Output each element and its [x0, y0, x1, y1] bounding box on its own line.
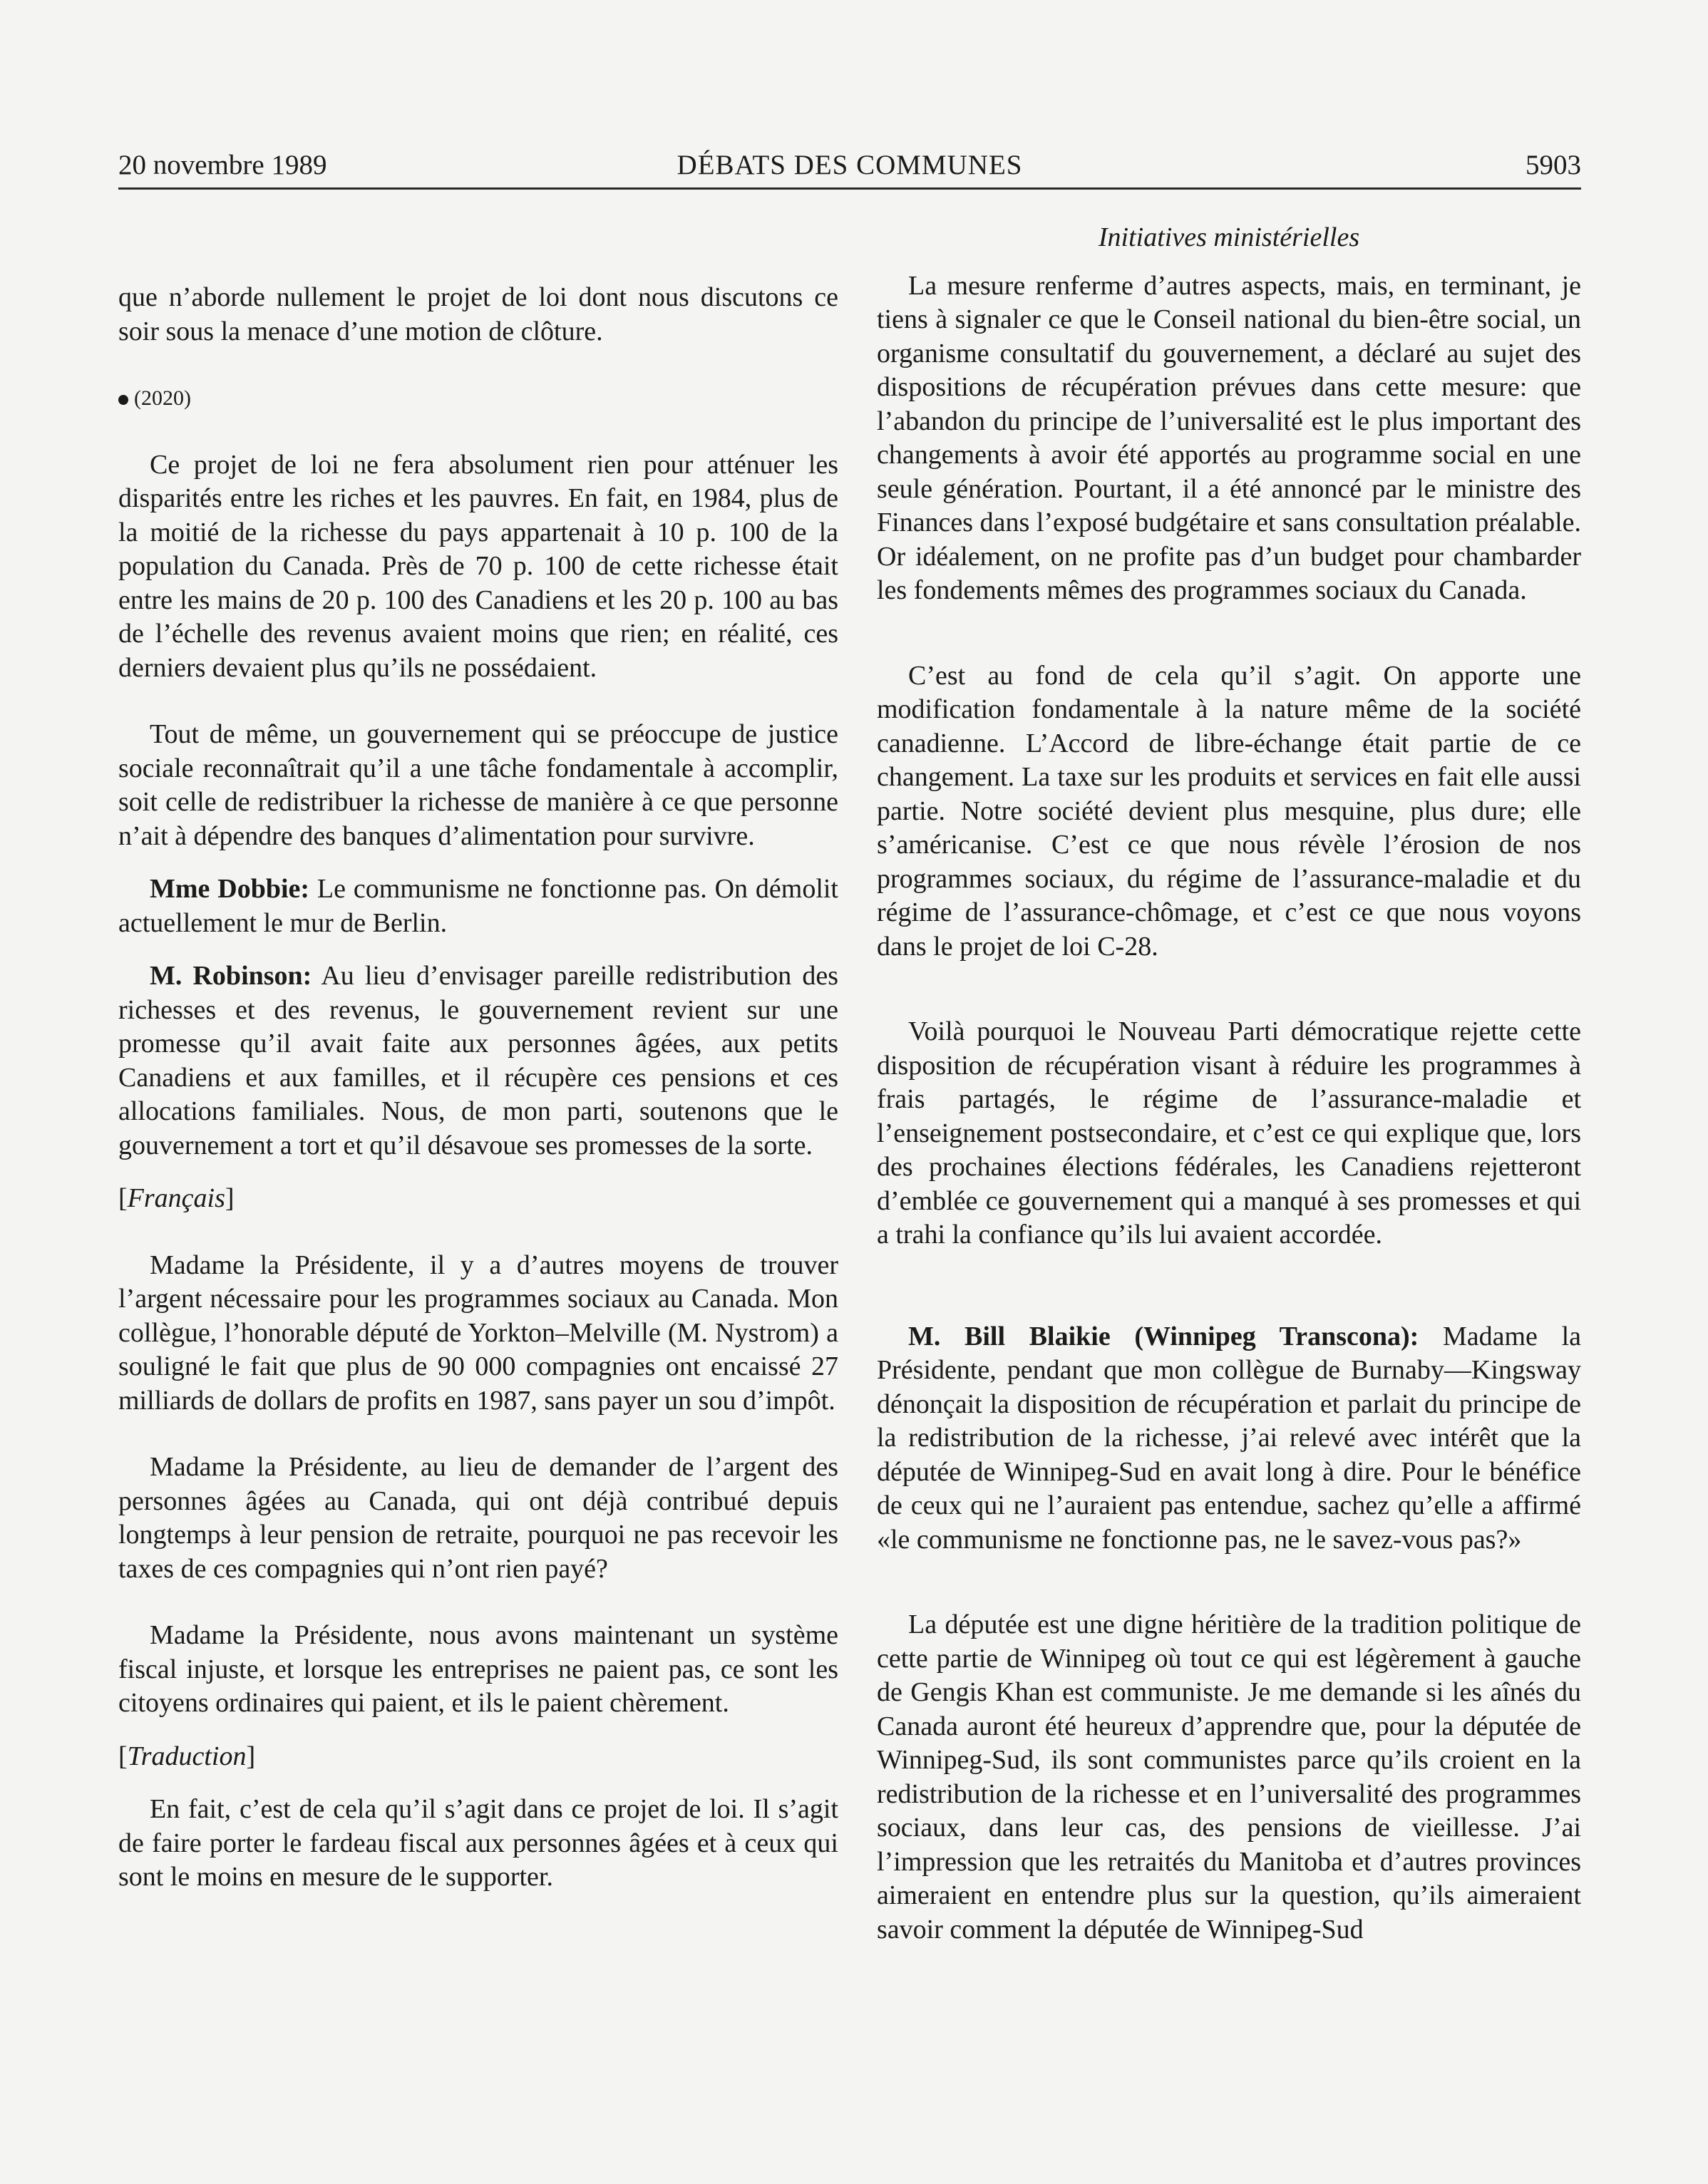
right-column	[877, 214, 1581, 1947]
header-date: 20 novembre 1989	[118, 150, 327, 180]
paragraph: La députée est une digne héritière de la tradition politique de cette partie de Winnipeg où tout ce qui est légèrement à gauche de Gengis Khan est communiste. Je me demande si les aînés du Canada auront été heureux d’apprendre que, pour la députée de Winnipeg-Sud, ils sont communistes parce qu’ils croient en la redistribution de la richesse et en l’universalité des programmes sociaux, dans leur cas, des pensions de vieillesse. J’ai l’impression que les retraités du Manitoba et d’autres provinces aimeraient en entendre plus sur la question, qu’ils aimeraient savoir comment la députée de Winnipeg-Sud	[877, 1609, 1581, 1945]
paragraph: Madame la Présidente, au lieu de demander de l’argent des personnes âgées au Canada, qui ont déjà contribué depuis longtemps à leur pension de retraite, pourquoi ne pas recevoir les taxes de ces compagnies qui n’ont rien payé?	[118, 1452, 838, 1584]
bullet-icon	[118, 395, 128, 405]
page-header	[118, 145, 1581, 186]
time-marker-text: (2020)	[134, 386, 191, 410]
time-marker	[118, 381, 838, 416]
language-marker-text: Traduction	[127, 1741, 247, 1771]
speech-text: Au lieu d’envisager pareille redistribution des richesses et des revenus, le gouvernement revient sur une promesse qu’il avait faite aux personnes âgées, aux petits Canadiens et aux familles, et il récupère ces pensions et ces allocations familiales. Nous, de mon parti, soutenons que le gouvernement a tort et qu’il désavoue ses promesses de la sorte.	[118, 961, 838, 1160]
speech-paragraph	[118, 872, 838, 940]
paragraph: Madame la Présidente, il y a d’autres moyens de trouver l’argent nécessaire pour les programmes sociaux au Canada. Mon collègue, l’honorable député de Yorkton–Melville (M. Nystrom) a souligné le fait que plus de 90 000 compagnies ont encaissé 27 milliards de dollars de profits en 1987, sans payer un sou d’impôt.	[118, 1250, 838, 1416]
speech-paragraph	[877, 1320, 1581, 1557]
speech-text: Madame la Présidente, pendant que mon collègue de Burnaby—Kingsway dénonçait la disposition de récupération et parlait du principe de la redistribution de la richesse, j’ai relevé avec intérêt que la députée de Winnipeg-Sud en avait long à dire. Pour le bénéfice de ceux qui ne l’auraient pas entendue, sachez qu’elle a affirmé «le communisme ne fonctionne pas, ne le savez-vous pas?»	[877, 1321, 1581, 1555]
paragraph: La mesure renferme d’autres aspects, mais, en terminant, je tiens à signaler ce que le Conseil national du bien-être social, un organisme consultatif du gouvernement, a déclaré au sujet des dispositions de récupération prévues dans cette mesure: que l’abandon du principe de l’universalité est le plus important des changements à avoir été apportés au programme social en une seule génération. Pourtant, il a été annoncé par le ministre des Finances dans l’exposé budgétaire et sans consultation préalable. Or idéalement, on ne profite pas d’un budget pour chambarder les fondements mêmes des programmes sociaux du Canada.	[877, 270, 1581, 605]
language-marker-text: Français	[127, 1183, 225, 1213]
section-header: Initiatives ministérielles	[1098, 222, 1360, 252]
paragraph: Voilà pourquoi le Nouveau Parti démocratique rejette cette disposition de récupération visant à réduire les programmes à frais partagés, le régime de l’assurance-maladie et l’enseignement postsecondaire, et c’est ce qui explique que, lors des prochaines élections fédérales, les Canadiens rejetteront d’emblée ce gouvernement qui a manqué à ses promesses et qui a trahi la confiance qu’ils lui avaient accordée.	[877, 1016, 1581, 1250]
paragraph: Tout de même, un gouvernement qui se préoccupe de justice sociale reconnaîtrait qu’il a une tâche fondamentale à accomplir, soit celle de redistribuer la richesse de manière à ce que personne n’ait à dépendre des banques d’alimentation pour survivre.	[118, 719, 838, 851]
paragraph: que n’aborde nullement le projet de loi dont nous discutons ce soir sous la menace d’une motion de clôture.	[118, 282, 838, 346]
speaker-name: M. Robinson:	[150, 961, 312, 991]
speaker-name: M. Bill Blaikie (Winnipeg Transcona):	[908, 1321, 1419, 1351]
header-title: DÉBATS DES COMMUNES	[676, 150, 1023, 180]
speaker-name: Mme Dobbie:	[150, 874, 310, 904]
language-marker: [Français]	[118, 1183, 235, 1213]
paragraph: Madame la Présidente, nous avons maintenant un système fiscal injuste, et lorsque les entreprises ne paient pas, ce sont les citoyens ordinaires qui paient, et ils le paient chèrement.	[118, 1620, 838, 1718]
left-column	[118, 214, 838, 1895]
paragraph: C’est au fond de cela qu’il s’agit. On apporte une modification fondamentale à la nature même de la société canadienne. L’Accord de libre-échange était partie de ce changement. La taxe sur les produits et services en fait elle aussi partie. Notre société devient plus mesquine, plus dure; elle s’américanise. C’est ce que nous révèle l’érosion de nos programmes sociaux, du régime de l’assurance-maladie et du régime de l’assurance-chômage, et c’est ce que nous voyons dans le projet de loi C-28.	[877, 660, 1581, 962]
header-rule	[118, 187, 1581, 190]
language-marker: [Traduction]	[118, 1741, 256, 1771]
speech-paragraph	[118, 959, 838, 1163]
speech-text: Le communisme ne fonctionne pas. On démolit actuellement le mur de Berlin.	[118, 874, 838, 938]
header-page-number: 5903	[1526, 150, 1581, 180]
paragraph: Ce projet de loi ne fera absolument rien pour atténuer les disparités entre les riches et les pauvres. En fait, en 1984, plus de la moitié de la richesse du pays appartenait à 10 p. 100 de la population du Canada. Près de 70 p. 100 de cette richesse était entre les mains de 20 p. 100 des Canadiens et les 20 p. 100 au bas de l’échelle des revenus avaient moins que rien; en réalité, ces derniers devaient plus qu’ils ne possédaient.	[118, 449, 838, 683]
paragraph: En fait, c’est de cela qu’il s’agit dans ce projet de loi. Il s’agit de faire porter le fardeau fiscal aux personnes âgées et à ceux qui sont le moins en mesure de le supporter.	[118, 1794, 838, 1892]
